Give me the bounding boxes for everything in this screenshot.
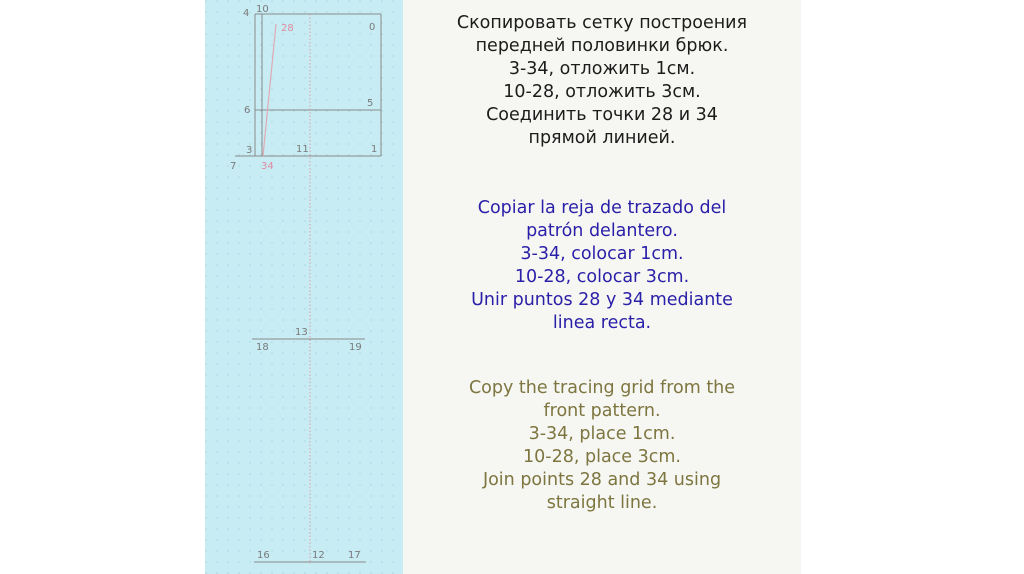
point-label-34: 34 bbox=[261, 161, 274, 172]
instructions-spanish bbox=[403, 197, 801, 335]
point-label-17: 17 bbox=[348, 550, 361, 561]
instruction-line: 10-28, colocar 3cm. bbox=[514, 267, 690, 287]
point-label-0: 0 bbox=[369, 22, 376, 33]
instructions-panel bbox=[403, 0, 801, 574]
point-label-18: 18 bbox=[256, 342, 269, 353]
point-label-6: 6 bbox=[244, 105, 251, 116]
instruction-line: Unir puntos 28 y 34 mediante bbox=[471, 290, 733, 310]
instruction-line: linea recta. bbox=[552, 313, 652, 333]
point-label-3: 3 bbox=[246, 145, 253, 156]
point-label-7: 7 bbox=[230, 161, 237, 172]
instruction-line: Скопировать сетку построения bbox=[456, 13, 748, 33]
instruction-line: patrón delantero. bbox=[526, 221, 678, 241]
instruction-line: 3-34, отложить 1см. bbox=[508, 59, 696, 79]
instruction-line: Соединить точки 28 и 34 bbox=[486, 105, 718, 125]
instruction-line: Join points 28 and 34 using bbox=[482, 470, 722, 490]
point-label-11: 11 bbox=[296, 144, 309, 155]
grid-dots bbox=[205, 0, 403, 574]
point-label-12: 12 bbox=[312, 550, 325, 561]
point-label-1: 1 bbox=[371, 144, 378, 155]
instruction-line: прямой линией. bbox=[528, 128, 676, 148]
instruction-line: передней половинки брюк. bbox=[475, 36, 729, 56]
instruction-line: front pattern. bbox=[543, 401, 661, 421]
point-label-19: 19 bbox=[349, 342, 362, 353]
instruction-line: 3-34, colocar 1cm. bbox=[520, 244, 684, 264]
point-label-5: 5 bbox=[367, 98, 374, 109]
instructions-russian bbox=[403, 12, 801, 150]
instruction-line: Copiar la reja de trazado del bbox=[477, 198, 727, 218]
point-label-13: 13 bbox=[295, 327, 308, 338]
point-label-4: 4 bbox=[243, 8, 250, 19]
instructions-english bbox=[403, 377, 801, 515]
point-label-10: 10 bbox=[256, 4, 269, 15]
instruction-line: straight line. bbox=[546, 493, 658, 513]
point-label-28: 28 bbox=[281, 23, 294, 34]
instruction-line: 10-28, place 3cm. bbox=[523, 447, 681, 467]
trouser-pattern-grid bbox=[205, 0, 403, 574]
pattern-drawing-panel bbox=[205, 0, 403, 574]
instruction-line: 3-34, place 1cm. bbox=[528, 424, 676, 444]
point-label-16: 16 bbox=[257, 550, 270, 561]
instruction-line: 10-28, отложить 3см. bbox=[503, 82, 701, 102]
instruction-line: Copy the tracing grid from the bbox=[468, 378, 736, 398]
slide bbox=[205, 0, 801, 574]
